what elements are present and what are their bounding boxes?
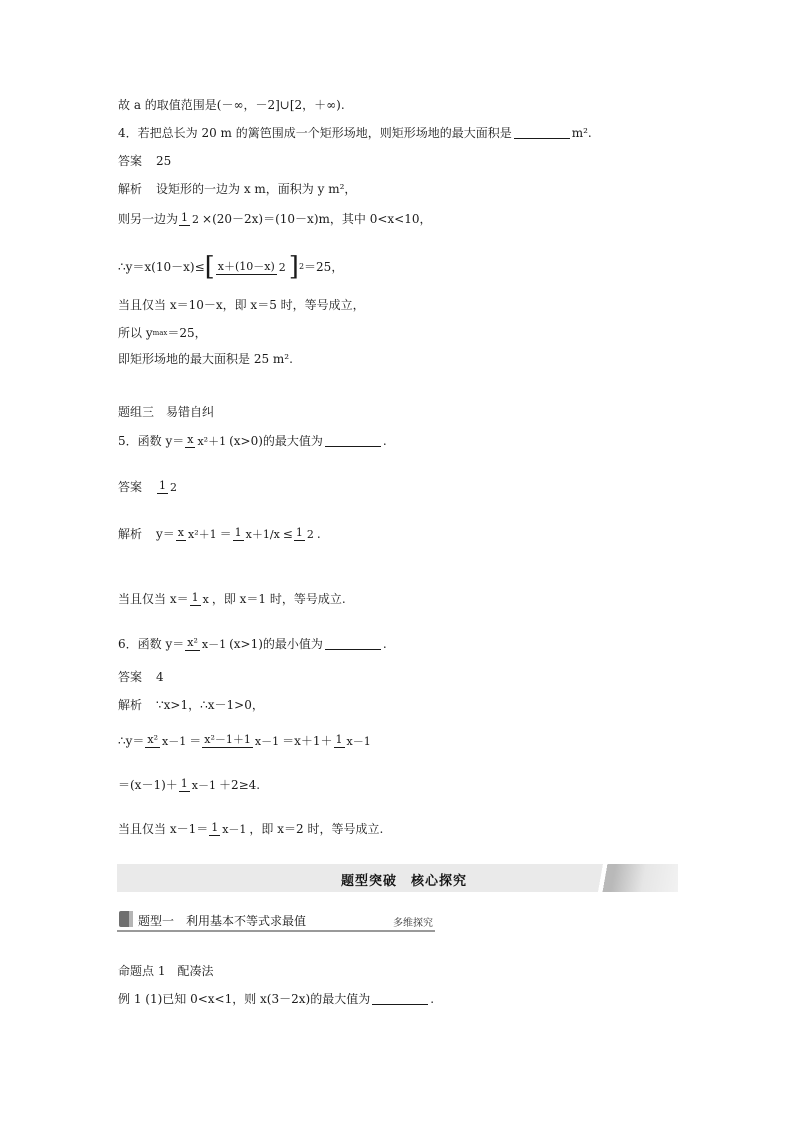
example-1: 例 1 (1)已知 0<x<1，则 x(3－2x)的最大值为 .	[118, 991, 435, 1006]
analysis-4-line3: ∴y＝x(10－x)≤[ x＋(10－x) 2 ]2＝25，	[118, 252, 344, 282]
section-title: 题型突破 核心探究	[340, 874, 467, 889]
text-line-range: 故 a 的取值范围是(－∞，－2]∪[2，＋∞).	[118, 97, 345, 112]
fraction: 1 2	[295, 526, 314, 541]
analysis-4-line4: 当且仅当 x＝10－x，即 x＝5 时，等号成立，	[118, 297, 365, 312]
problem-4: 4．若把总长为 20 m 的篱笆围成一个矩形场地，则矩形场地的最大面积是 m².	[118, 125, 592, 140]
fraction: x x²＋1	[177, 526, 217, 541]
fraction: x＋(10－x) 2	[217, 259, 286, 274]
fraction: 1 2	[159, 479, 178, 494]
answer-6: 答案 4	[118, 669, 164, 684]
analysis-6-line2: ∴y＝ x² x－1 ＝ x²－1＋1 x－1 ＝x＋1＋ 1 x－1	[118, 733, 371, 748]
topic-heading	[117, 910, 435, 932]
group-heading: 题组三 易错自纠	[118, 404, 215, 419]
section-banner	[117, 864, 675, 892]
fraction: x x²＋1	[187, 433, 227, 448]
fraction: 1 x	[191, 591, 209, 606]
answer-blank	[514, 126, 570, 139]
answer-5: 答案 1 2	[118, 479, 178, 494]
problem-5: 5．函数 y＝ x x²＋1 (x>0)的最大值为 .	[118, 433, 387, 448]
fraction: x²－1＋1 x－1	[204, 733, 280, 748]
analysis-6-line3: ＝(x－1)＋ 1 x－1 ＋2≥4.	[118, 777, 261, 792]
analysis-4-line1: 解析 设矩形的一边为 x m，面积为 y m²，	[118, 181, 357, 196]
topic-tag: 多维探究	[393, 918, 433, 929]
fraction: 1 x－1	[180, 777, 216, 792]
fraction: 1 x－1	[335, 733, 371, 748]
answer-4: 答案 25	[118, 153, 172, 168]
analysis-5-equality: 当且仅当 x＝ 1 x ，即 x＝1 时，等号成立.	[118, 591, 346, 606]
fraction: 1 x－1	[211, 821, 247, 836]
fraction: 1 2	[181, 211, 200, 226]
fraction: x² x－1	[187, 636, 227, 651]
analysis-4-line2: 则另一边为 1 2 ×(20－2x)＝(10－x)m，其中 0<x<10，	[118, 211, 432, 226]
analysis-4-line6: 即矩形场地的最大面积是 25 m².	[118, 351, 293, 366]
analysis-6-line4: 当且仅当 x－1＝ 1 x－1 ，即 x＝2 时，等号成立.	[118, 821, 384, 836]
fraction: x² x－1	[147, 733, 187, 748]
topic-title: 题型一 利用基本不等式求最值	[138, 914, 307, 928]
problem-6: 6．函数 y＝ x² x－1 (x>1)的最小值为 .	[118, 636, 387, 651]
answer-blank	[372, 992, 428, 1005]
fraction: 1 x＋1/x	[234, 526, 280, 541]
analysis-6-line1: 解析 ∵x>1，∴x－1>0，	[118, 697, 264, 712]
banner-decoration	[592, 864, 678, 892]
answer-blank	[325, 637, 381, 650]
answer-blank	[325, 434, 381, 447]
analysis-5: 解析 y＝ x x²＋1 ＝ 1 x＋1/x ≤ 1 2 .	[118, 526, 321, 541]
proposition-heading: 命题点 1 配凑法	[118, 963, 214, 978]
analysis-4-line5: 所以 ymax＝25，	[118, 325, 207, 340]
bookmark-icon	[119, 911, 129, 927]
